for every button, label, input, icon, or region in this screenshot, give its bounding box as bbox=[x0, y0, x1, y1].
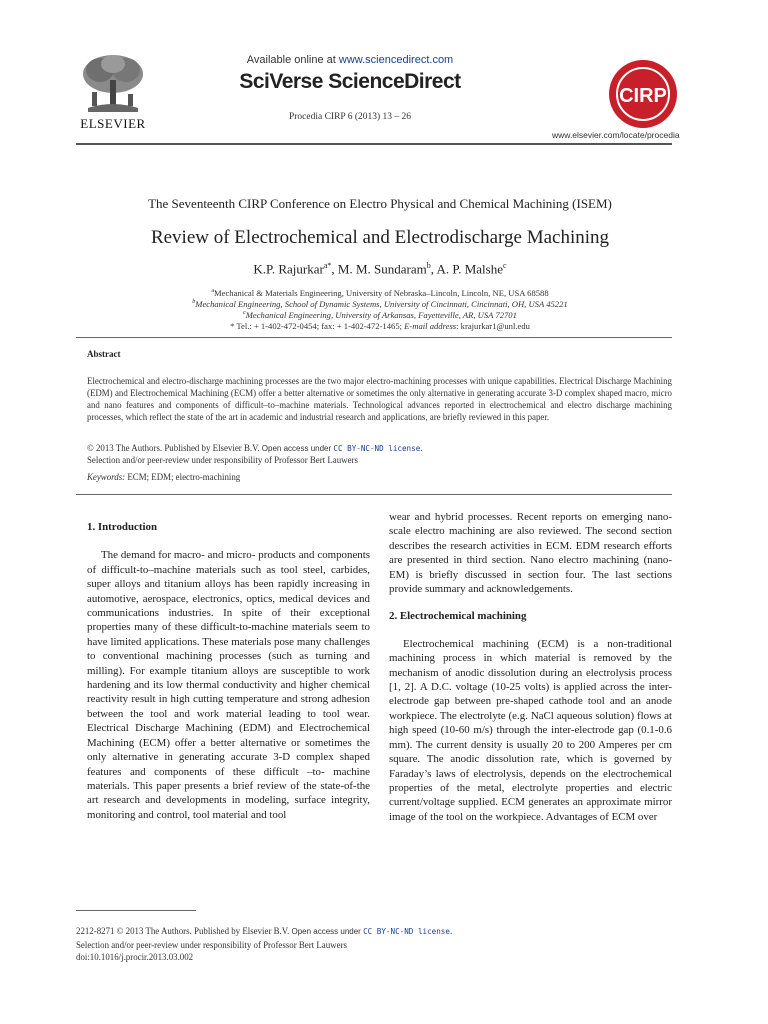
author-list: K.P. Rajurkar$^{a*}$, M. M. Sundaram$^b$, A. P. Malshe$^c$ bbox=[253, 261, 507, 277]
cirp-emblem-icon bbox=[603, 58, 683, 130]
site-url[interactable]: www.elsevier.com/locate/procedia bbox=[552, 130, 680, 140]
conference-name: The Seventeenth CIRP Conference on Electro Physical and Chemical Machining (ISEM) bbox=[148, 196, 612, 211]
journal-header bbox=[160, 54, 540, 122]
footer-license-link[interactable]: CC BY-NC-ND license bbox=[363, 927, 450, 936]
paper-title: Review of Electrochemical and Electrodischarge Machining bbox=[150, 227, 610, 248]
author-name: A. P. Malshe bbox=[436, 261, 503, 277]
cirp-logo-text: CIRP bbox=[619, 85, 667, 107]
cirp-logo bbox=[603, 58, 683, 130]
elsevier-logo bbox=[74, 52, 152, 132]
issn-line: 2212-8271 © 2013 The Authors. Published by Elsevier B.V. Open access under CC BY-NC-ND license. bbox=[76, 926, 453, 936]
abstract-text: Electrochemical and electro-discharge machining processes are the two major electro-machining processes with unique capabilities. Electrical Discharge Machining (EDM) and Electrochemical Machining (ECM) offer a better alternative or sometimes the only alternative in generating accurate 3-D complex shaped macro, micro and nano features and components of difficult–to–machine materials. Technological advances reported in electrochemical and electro discharge machining processes, which reflect the state of the art in academic and industrial research and applications, are briefly reviewed in this paper. bbox=[87, 376, 672, 422]
footer-info bbox=[76, 925, 452, 964]
header-divider bbox=[76, 143, 672, 145]
abstract-heading: Abstract bbox=[87, 349, 121, 359]
available-online: Available online at www.sciencedirect.com bbox=[246, 54, 454, 66]
copyright-line: © 2013 The Authors. Published by Elsevier B.V. Open access under CC BY-NC-ND license. bbox=[87, 443, 423, 453]
publisher-name: ELSEVIER bbox=[80, 116, 146, 131]
affiliation-c: $^c$Mechanical Engineering, University of Arkansas, Fayetteville, AR, USA 72701 bbox=[243, 310, 517, 320]
ecm-paragraph: Electrochemical machining (ECM) is a non-traditional machining process in which material is removed by the mechanism of anodic dissolution during an electrolysis process [1, 2]. A D.C. voltage (10-25 volts) is applied across the inter-electrode gap between pre-shaped cathode tool and an anode workpiece. The electrolyte (e.g. NaCl aqueous solution) flows at high speed (10-60 m/s) through the inter-electrode gap (0.1-0.6 mm). The current density is usually 20 to 200 Amperes per cm square. The anodic dissolution rate, which is governed by Faraday’s laws of electrolysis, depends on the electrochemical properties of the metal, electrolyte properties and electric current/voltage supplied. ECM generates an approximate mirror image of the tool on the workpiece. Advantages of ECM over bbox=[389, 637, 672, 823]
email-address[interactable]: : krajurkar1@unl.edu bbox=[456, 321, 530, 331]
keywords-line: Keywords: ECM; EDM; electro-machining bbox=[87, 472, 241, 482]
sciverse-wordmark: SciVerse ScienceDirect bbox=[239, 70, 461, 93]
author-name: K.P. Rajurkar bbox=[253, 261, 324, 277]
author-name: M. M. Sundaram bbox=[337, 261, 427, 277]
sciencedirect-link[interactable]: www.sciencedirect.com bbox=[338, 54, 454, 66]
section-heading: 1. Introduction bbox=[87, 521, 157, 533]
footer-review-line: Selection and/or peer-review under responsibility of Professor Bert Lauwers bbox=[76, 939, 347, 950]
affiliation-b: $^b$Mechanical Engineering, School of Dynamic Systems, University of Cincinnati, Cincinnati, OH, USA 45221 bbox=[192, 299, 568, 309]
right-column bbox=[389, 510, 672, 824]
footer-divider bbox=[76, 910, 196, 911]
affiliation-a: $^a$Mechanical & Materials Engineering, University of Nebraska–Lincoln, Lincoln, NE, USA 68588 bbox=[211, 288, 549, 298]
intro-paragraph: The demand for macro- and micro- products and components of difficult-to–machine materials such as tool steel, carbides, super alloys and titanium alloys has been rapidly increasing in automotive, aerospace, electronics, optics, medical devices and communications industries. In spite of their exceptional properties many of these difficult-to-machine materials seem to have limited applications. These materials pose many challenges to conventional machining processes (such as turning and milling). For example titanium alloys are susceptible to work hardening and its low thermal conductivity and higher chemical reactivity result in high cutting temperature and strong adhesion between the tool and work material leading to tool wear. Electrical Discharge Machining (EDM) and Electrochemical Machining (ECM) offer a better alternative or sometimes the only alternative in generating accurate 3-D complex shaped features and components of these difficult –to- machine materials. This paper presents a brief review of the state-of-the art research and developments in modeling, surface integrity, monitoring and control, tool material and tool bbox=[87, 549, 370, 821]
left-column bbox=[87, 510, 370, 822]
journal-reference: Procedia CIRP 6 (2013) 13 – 26 bbox=[288, 112, 412, 122]
intro-continuation: wear and hybrid processes. Recent reports on emerging nano-scale electro machining are also reviewed. The second section describes the research activities in ECM. EDM research efforts are presented in third section. Nano electro machining (nano-EM) is briefly discussed in section four. The last sections provide summary and acknowledgements. bbox=[389, 511, 672, 596]
contact-line: * Tel.: + 1-402-472-0454; fax: + 1-402-472-1465; E-mail address: krajurkar1@unl.edu bbox=[230, 321, 530, 331]
license-link[interactable]: CC BY-NC-ND license bbox=[333, 444, 421, 453]
abstract-top-divider bbox=[76, 337, 672, 338]
elsevier-tree-icon bbox=[78, 52, 148, 114]
section-heading: 2. Electrochemical machining bbox=[389, 610, 527, 623]
abstract-bottom-divider bbox=[76, 494, 672, 495]
peer-review-line: Selection and/or peer-review under responsibility of Professor Bert Lauwers bbox=[87, 455, 358, 465]
doi-line[interactable]: doi:10.1016/j.procir.2013.03.002 bbox=[76, 952, 194, 962]
